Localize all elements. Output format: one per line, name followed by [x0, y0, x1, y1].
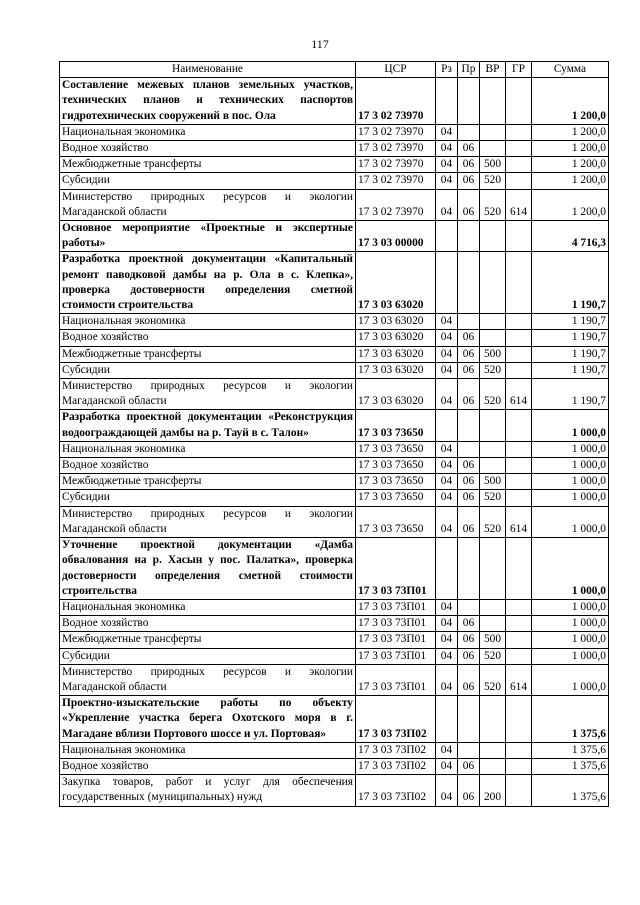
cell-pr: 06 — [458, 330, 480, 346]
cell-rz — [436, 78, 458, 125]
cell-csr: 17 3 02 73970 — [356, 173, 436, 189]
cell-name: Разработка проектной документации «Капитальный ремонт паводковой дамбы на р. Ола в с. Клепка», проверка достоверности определения сметной стоимости строительства — [60, 252, 356, 314]
cell-sum: 1 000,0 — [532, 616, 609, 632]
cell-rz — [436, 410, 458, 441]
cell-vr: 520 — [480, 173, 506, 189]
cell-gr — [506, 314, 532, 330]
cell-gr — [506, 490, 532, 506]
cell-gr — [506, 474, 532, 490]
cell-csr: 17 3 02 73970 — [356, 124, 436, 140]
cell-rz: 04 — [436, 742, 458, 758]
cell-vr: 500 — [480, 474, 506, 490]
cell-pr — [458, 441, 480, 457]
table-row — [60, 458, 609, 474]
cell-gr — [506, 648, 532, 664]
cell-vr: 520 — [480, 648, 506, 664]
cell-pr: 06 — [458, 758, 480, 774]
table-row — [60, 538, 609, 600]
cell-pr — [458, 124, 480, 140]
cell-gr — [506, 616, 532, 632]
cell-sum: 1 000,0 — [532, 538, 609, 600]
cell-sum: 1 190,7 — [532, 362, 609, 378]
cell-gr — [506, 173, 532, 189]
cell-sum: 1 000,0 — [532, 599, 609, 615]
cell-name: Министерство природных ресурсов и экологии Магаданской области — [60, 664, 356, 695]
cell-sum: 1 200,0 — [532, 173, 609, 189]
cell-vr: 520 — [480, 189, 506, 220]
cell-sum: 1 000,0 — [532, 648, 609, 664]
cell-gr — [506, 775, 532, 806]
cell-csr: 17 3 03 73650 — [356, 410, 436, 441]
table-row — [60, 124, 609, 140]
cell-pr: 06 — [458, 490, 480, 506]
cell-name: Субсидии — [60, 648, 356, 664]
table-row — [60, 742, 609, 758]
cell-name: Национальная экономика — [60, 599, 356, 615]
cell-pr — [458, 252, 480, 314]
cell-rz — [436, 538, 458, 600]
cell-csr: 17 3 03 73650 — [356, 474, 436, 490]
cell-rz: 04 — [436, 632, 458, 648]
cell-vr: 500 — [480, 346, 506, 362]
cell-csr: 17 3 03 73П01 — [356, 616, 436, 632]
header-csr: ЦСР — [356, 62, 436, 78]
cell-rz: 04 — [436, 490, 458, 506]
cell-rz: 04 — [436, 474, 458, 490]
cell-csr: 17 3 03 63020 — [356, 314, 436, 330]
cell-sum: 1 000,0 — [532, 664, 609, 695]
table-row — [60, 78, 609, 125]
cell-vr — [480, 330, 506, 346]
cell-name: Субсидии — [60, 490, 356, 506]
cell-name: Основное мероприятие «Проектные и экспертные работы» — [60, 221, 356, 252]
cell-csr: 17 3 02 73970 — [356, 157, 436, 173]
cell-rz: 04 — [436, 599, 458, 615]
cell-name: Национальная экономика — [60, 314, 356, 330]
table-row — [60, 221, 609, 252]
cell-csr: 17 3 03 73П02 — [356, 742, 436, 758]
cell-pr: 06 — [458, 157, 480, 173]
cell-vr: 520 — [480, 362, 506, 378]
cell-sum: 1 375,6 — [532, 696, 609, 743]
cell-gr — [506, 124, 532, 140]
cell-vr: 520 — [480, 490, 506, 506]
cell-name: Межбюджетные трансферты — [60, 157, 356, 173]
cell-csr: 17 3 03 73П01 — [356, 538, 436, 600]
cell-gr — [506, 458, 532, 474]
cell-rz: 04 — [436, 506, 458, 537]
cell-gr: 614 — [506, 379, 532, 410]
cell-sum: 1 000,0 — [532, 458, 609, 474]
cell-rz: 04 — [436, 346, 458, 362]
cell-sum: 1 200,0 — [532, 124, 609, 140]
table-row — [60, 362, 609, 378]
cell-gr: 614 — [506, 506, 532, 537]
header-gr: ГР — [506, 62, 532, 78]
cell-csr: 17 3 03 73П02 — [356, 696, 436, 743]
cell-csr: 17 3 02 73970 — [356, 78, 436, 125]
table-row — [60, 141, 609, 157]
table-row — [60, 157, 609, 173]
cell-rz: 04 — [436, 362, 458, 378]
cell-gr — [506, 141, 532, 157]
cell-name: Межбюджетные трансферты — [60, 346, 356, 362]
table-row — [60, 330, 609, 346]
cell-pr: 06 — [458, 775, 480, 806]
cell-name: Межбюджетные трансферты — [60, 474, 356, 490]
cell-vr: 520 — [480, 379, 506, 410]
cell-name: Министерство природных ресурсов и экологии Магаданской области — [60, 189, 356, 220]
cell-sum: 4 716,3 — [532, 221, 609, 252]
cell-pr: 06 — [458, 506, 480, 537]
cell-name: Водное хозяйство — [60, 616, 356, 632]
cell-pr: 06 — [458, 632, 480, 648]
cell-name: Субсидии — [60, 173, 356, 189]
table-row — [60, 410, 609, 441]
table-row — [60, 648, 609, 664]
cell-csr: 17 3 02 73970 — [356, 189, 436, 220]
cell-rz: 04 — [436, 458, 458, 474]
cell-gr — [506, 696, 532, 743]
cell-name: Министерство природных ресурсов и экологии Магаданской области — [60, 379, 356, 410]
cell-rz: 04 — [436, 141, 458, 157]
cell-vr — [480, 124, 506, 140]
cell-rz: 04 — [436, 441, 458, 457]
cell-name: Межбюджетные трансферты — [60, 632, 356, 648]
table-row — [60, 616, 609, 632]
cell-name: Водное хозяйство — [60, 141, 356, 157]
cell-sum: 1 190,7 — [532, 379, 609, 410]
cell-vr: 200 — [480, 775, 506, 806]
cell-pr: 06 — [458, 664, 480, 695]
header-pr: Пр — [458, 62, 480, 78]
cell-vr — [480, 410, 506, 441]
cell-vr — [480, 742, 506, 758]
cell-sum: 1 000,0 — [532, 441, 609, 457]
cell-csr: 17 3 03 73П01 — [356, 664, 436, 695]
table-row — [60, 758, 609, 774]
cell-vr — [480, 538, 506, 600]
cell-vr — [480, 696, 506, 743]
cell-name: Проектно-изыскательские работы по объекту «Укрепление участка берега Охотского моря в г. Магадане вблизи Портового шоссе и ул. Портовая» — [60, 696, 356, 743]
table-row — [60, 632, 609, 648]
cell-vr: 500 — [480, 157, 506, 173]
cell-name: Уточнение проектной документации «Дамба обвалования на р. Хасын у пос. Палатка», проверка достоверности определения сметной стоимости строительства — [60, 538, 356, 600]
header-name: Наименование — [60, 62, 356, 78]
cell-pr — [458, 538, 480, 600]
cell-pr: 06 — [458, 173, 480, 189]
cell-vr — [480, 221, 506, 252]
cell-rz: 04 — [436, 330, 458, 346]
cell-gr — [506, 441, 532, 457]
cell-pr: 06 — [458, 346, 480, 362]
cell-gr — [506, 538, 532, 600]
cell-name: Разработка проектной документации «Реконструкция водоограждающей дамбы на р. Тауй в с. Талон» — [60, 410, 356, 441]
table-row — [60, 441, 609, 457]
cell-rz — [436, 221, 458, 252]
cell-rz: 04 — [436, 157, 458, 173]
cell-rz: 04 — [436, 775, 458, 806]
cell-pr: 06 — [458, 141, 480, 157]
cell-rz: 04 — [436, 124, 458, 140]
table-header-row — [60, 62, 609, 78]
table-row — [60, 314, 609, 330]
table-row — [60, 346, 609, 362]
cell-sum: 1 375,6 — [532, 775, 609, 806]
cell-csr: 17 3 03 73П02 — [356, 775, 436, 806]
cell-gr — [506, 742, 532, 758]
cell-pr: 06 — [458, 616, 480, 632]
cell-csr: 17 3 03 73П01 — [356, 599, 436, 615]
cell-sum: 1 375,6 — [532, 758, 609, 774]
header-vr: ВР — [480, 62, 506, 78]
cell-sum: 1 200,0 — [532, 157, 609, 173]
cell-pr: 06 — [458, 458, 480, 474]
header-sum: Сумма — [532, 62, 609, 78]
cell-name: Водное хозяйство — [60, 758, 356, 774]
cell-vr — [480, 314, 506, 330]
cell-sum: 1 200,0 — [532, 141, 609, 157]
cell-name: Национальная экономика — [60, 441, 356, 457]
cell-vr — [480, 458, 506, 474]
cell-vr — [480, 441, 506, 457]
cell-pr — [458, 696, 480, 743]
table-row — [60, 599, 609, 615]
cell-vr — [480, 758, 506, 774]
cell-csr: 17 3 03 00000 — [356, 221, 436, 252]
cell-name: Субсидии — [60, 362, 356, 378]
cell-sum: 1 190,7 — [532, 252, 609, 314]
cell-rz: 04 — [436, 379, 458, 410]
cell-sum: 1 190,7 — [532, 346, 609, 362]
table-row — [60, 664, 609, 695]
cell-rz: 04 — [436, 616, 458, 632]
cell-vr: 500 — [480, 632, 506, 648]
cell-sum: 1 200,0 — [532, 189, 609, 220]
cell-gr — [506, 346, 532, 362]
cell-name: Закупка товаров, работ и услуг для обеспечения государственных (муниципальных) нужд — [60, 775, 356, 806]
cell-vr: 520 — [480, 506, 506, 537]
cell-csr: 17 3 02 73970 — [356, 141, 436, 157]
cell-vr — [480, 599, 506, 615]
table-row — [60, 474, 609, 490]
cell-name: Национальная экономика — [60, 742, 356, 758]
cell-sum: 1 000,0 — [532, 506, 609, 537]
cell-gr — [506, 362, 532, 378]
table-row — [60, 173, 609, 189]
cell-gr — [506, 157, 532, 173]
cell-pr: 06 — [458, 379, 480, 410]
cell-csr: 17 3 03 73П01 — [356, 632, 436, 648]
cell-rz: 04 — [436, 758, 458, 774]
cell-csr: 17 3 03 63020 — [356, 330, 436, 346]
table-row — [60, 696, 609, 743]
table-row — [60, 775, 609, 806]
cell-name: Составление межевых планов земельных участков, технических планов и технических паспортов гидротехнических сооружений в пос. Ола — [60, 78, 356, 125]
cell-pr — [458, 742, 480, 758]
cell-rz: 04 — [436, 664, 458, 695]
cell-csr: 17 3 03 73650 — [356, 441, 436, 457]
cell-sum: 1 000,0 — [532, 474, 609, 490]
cell-pr — [458, 78, 480, 125]
page-number: 117 — [311, 37, 329, 51]
cell-sum: 1 000,0 — [532, 490, 609, 506]
cell-csr: 17 3 03 63020 — [356, 252, 436, 314]
cell-gr — [506, 330, 532, 346]
cell-pr — [458, 314, 480, 330]
cell-pr: 06 — [458, 474, 480, 490]
cell-gr — [506, 599, 532, 615]
cell-csr: 17 3 03 73П01 — [356, 648, 436, 664]
cell-csr: 17 3 03 63020 — [356, 362, 436, 378]
cell-gr — [506, 410, 532, 441]
cell-pr: 06 — [458, 189, 480, 220]
cell-rz: 04 — [436, 314, 458, 330]
cell-pr: 06 — [458, 648, 480, 664]
cell-sum: 1 200,0 — [532, 78, 609, 125]
header-rz: Рз — [436, 62, 458, 78]
table-row — [60, 189, 609, 220]
cell-csr: 17 3 03 63020 — [356, 346, 436, 362]
cell-pr: 06 — [458, 362, 480, 378]
cell-sum: 1 000,0 — [532, 410, 609, 441]
cell-name: Национальная экономика — [60, 124, 356, 140]
cell-name: Водное хозяйство — [60, 458, 356, 474]
cell-sum: 1 000,0 — [532, 632, 609, 648]
cell-name: Министерство природных ресурсов и экологии Магаданской области — [60, 506, 356, 537]
cell-rz: 04 — [436, 173, 458, 189]
cell-rz — [436, 252, 458, 314]
cell-gr — [506, 252, 532, 314]
cell-csr: 17 3 03 73650 — [356, 490, 436, 506]
cell-vr — [480, 78, 506, 125]
cell-vr — [480, 141, 506, 157]
cell-rz: 04 — [436, 189, 458, 220]
table-row — [60, 252, 609, 314]
table-row — [60, 379, 609, 410]
cell-gr: 614 — [506, 664, 532, 695]
cell-rz — [436, 696, 458, 743]
cell-sum: 1 375,6 — [532, 742, 609, 758]
cell-vr — [480, 252, 506, 314]
cell-gr — [506, 758, 532, 774]
cell-pr — [458, 221, 480, 252]
cell-gr: 614 — [506, 189, 532, 220]
cell-gr — [506, 221, 532, 252]
cell-csr: 17 3 03 73650 — [356, 506, 436, 537]
cell-csr: 17 3 03 63020 — [356, 379, 436, 410]
cell-pr — [458, 599, 480, 615]
cell-gr — [506, 632, 532, 648]
table-row — [60, 490, 609, 506]
cell-csr: 17 3 03 73650 — [356, 458, 436, 474]
cell-gr — [506, 78, 532, 125]
cell-sum: 1 190,7 — [532, 330, 609, 346]
cell-vr: 520 — [480, 664, 506, 695]
cell-sum: 1 190,7 — [532, 314, 609, 330]
cell-csr: 17 3 03 73П02 — [356, 758, 436, 774]
cell-vr — [480, 616, 506, 632]
budget-table — [59, 61, 609, 807]
cell-rz: 04 — [436, 648, 458, 664]
cell-name: Водное хозяйство — [60, 330, 356, 346]
table-row — [60, 506, 609, 537]
cell-pr — [458, 410, 480, 441]
